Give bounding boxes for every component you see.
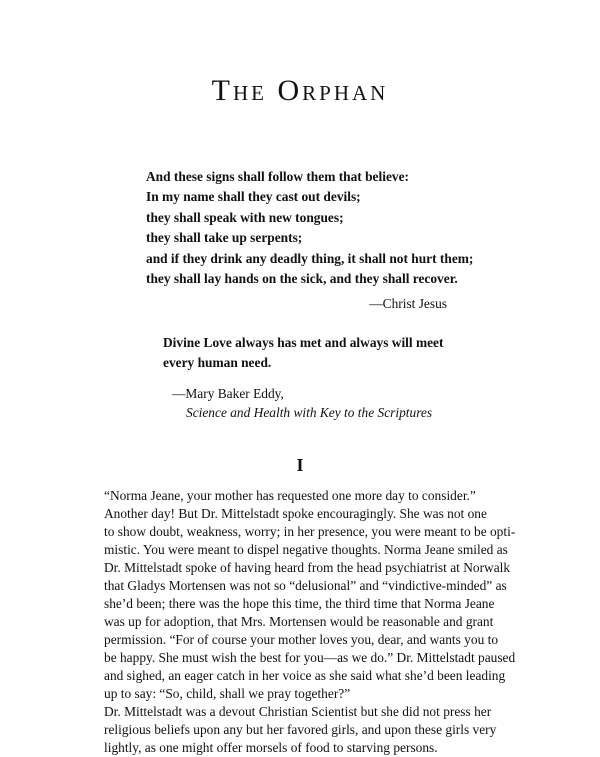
epigraph-line: they shall take up serpents;	[146, 230, 303, 246]
body-line: was up for adoption, that Mrs. Mortensen would be reasonable and grant	[104, 614, 494, 629]
epigraph-attribution	[172, 384, 432, 422]
body-line: Dr. Mittelstadt was a devout Christian Scientist but she did not press her	[104, 704, 492, 719]
body-line: be happy. She must wish the best for you—as we do.” Dr. Mittelstadt paused	[104, 650, 516, 665]
body-line: “Norma Jeane, your mother has requested one more day to consider.”	[104, 488, 476, 503]
body-line: Dr. Mittelstadt spoke of having heard from the head psychiatrist at Norwalk	[104, 560, 511, 575]
body-line: lightly, as one might offer morsels of food to starving persons.	[104, 740, 438, 755]
section-number: I	[296, 455, 304, 475]
body-text	[104, 487, 516, 757]
epigraph-attribution: —Christ Jesus	[369, 296, 447, 311]
body-line: up to say: “So, child, shall we pray together?”	[104, 686, 351, 701]
epigraph-line: and if they drink any deadly thing, it shall not hurt them;	[146, 250, 474, 266]
epigraph-line: they shall speak with new tongues;	[146, 209, 344, 225]
body-line: Another day! But Dr. Mittelstadt spoke encouragingly. She was not one	[104, 506, 487, 521]
body-line: religious beliefs upon any but her favored girls, and upon these girls very	[104, 722, 497, 737]
epigraph-eddy	[163, 333, 463, 374]
epigraph-line: And these signs shall follow them that believe:	[146, 169, 409, 184]
chapter-title: The Orphan	[211, 74, 389, 107]
epigraph-line: every human need.	[163, 355, 272, 371]
body-line: she’d been; there was the hope this time, the third time that Norma Jeane	[104, 596, 495, 611]
epigraph-line: In my name shall they cast out devils;	[146, 189, 361, 205]
epigraph-line: Divine Love always has met and always will meet	[163, 335, 444, 350]
body-line: permission. “For of course your mother loves you, dear, and wants you to	[104, 632, 499, 647]
body-line: mistic. You were meant to dispel negative thoughts. Norma Jeane smiled as	[104, 542, 508, 557]
epigraph-scripture	[146, 167, 474, 289]
epigraph-line: they shall lay hands on the sick, and they shall recover.	[146, 271, 458, 287]
attribution-author: —Mary Baker Eddy,	[172, 386, 284, 401]
attribution-work: Science and Health with Key to the Scriptures	[186, 405, 433, 420]
body-line: and sighed, an eager catch in her voice as she said what she’d been leading	[104, 668, 506, 683]
body-line: that Gladys Mortensen was not so “delusional” and “vindictive-minded” as	[104, 578, 507, 593]
body-line: to show doubt, weakness, worry; in her presence, you were meant to be opti-	[104, 524, 516, 539]
